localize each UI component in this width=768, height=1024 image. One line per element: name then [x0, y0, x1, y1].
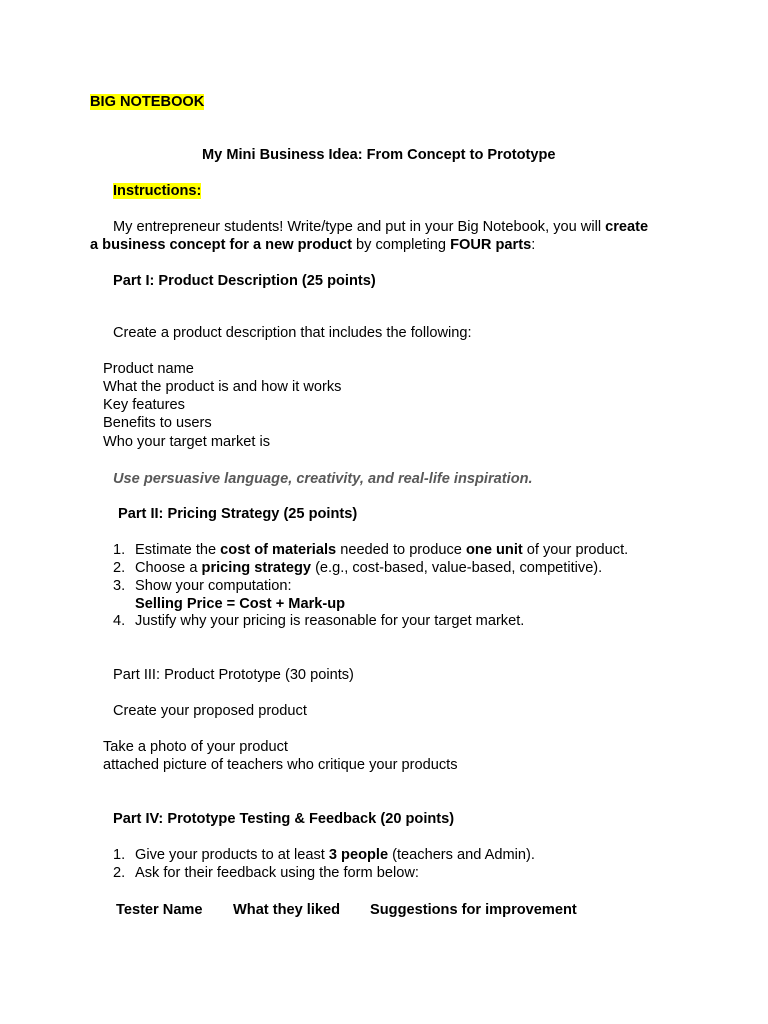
pricing-formula: Selling Price = Cost + Mark-up — [135, 596, 346, 612]
list-item: What the product is and how it works — [103, 379, 342, 395]
list-item: attached picture of teachers who critique your products — [103, 757, 458, 773]
part3-heading: Part III: Product Prototype (30 points) — [113, 667, 354, 683]
list-item: Benefits to users — [103, 415, 212, 431]
numbered-item: 2. Choose a pricing strategy (e.g., cost-based, value-based, competitive). — [113, 560, 603, 576]
document-title: My Mini Business Idea: From Concept to Prototype — [202, 147, 556, 163]
part1-note: Use persuasive language, creativity, and real-life inspiration. — [113, 471, 533, 487]
part1-heading: Part I: Product Description (25 points) — [113, 273, 376, 289]
numbered-item: 4. Justify why your pricing is reasonable for your target market. — [113, 613, 525, 629]
instructions-heading: Instructions: — [113, 183, 202, 199]
part1-lead: Create a product description that includes the following: — [113, 325, 472, 341]
column-header-suggestions: Suggestions for improvement — [370, 902, 577, 918]
table-header-row — [116, 901, 577, 919]
column-header-tester-name: Tester Name — [116, 902, 203, 918]
list-item: Product name — [103, 361, 194, 377]
intro-line-2: a business concept for a new product by completing FOUR parts: — [90, 237, 536, 253]
list-item: Key features — [103, 397, 185, 413]
feedback-table — [116, 901, 577, 919]
numbered-item: 2. Ask for their feedback using the form below: — [113, 865, 419, 881]
part4-heading: Part IV: Prototype Testing & Feedback (20 points) — [113, 811, 455, 827]
big-notebook-label: BIG NOTEBOOK — [90, 94, 205, 110]
list-item: Take a photo of your product — [103, 739, 288, 755]
numbered-item: 3. Show your computation: — [113, 578, 292, 594]
intro-line-1: My entrepreneur students! Write/type and put in your Big Notebook, you will create — [113, 219, 649, 235]
numbered-item: 1. Estimate the cost of materials needed to produce one unit of your product. — [113, 542, 629, 558]
part3-lead: Create your proposed product — [113, 703, 307, 719]
part2-heading: Part II: Pricing Strategy (25 points) — [118, 506, 358, 522]
column-header-what-they-liked: What they liked — [233, 902, 341, 918]
numbered-item: 1. Give your products to at least 3 people (teachers and Admin). — [113, 847, 535, 863]
list-item: Who your target market is — [103, 434, 271, 450]
